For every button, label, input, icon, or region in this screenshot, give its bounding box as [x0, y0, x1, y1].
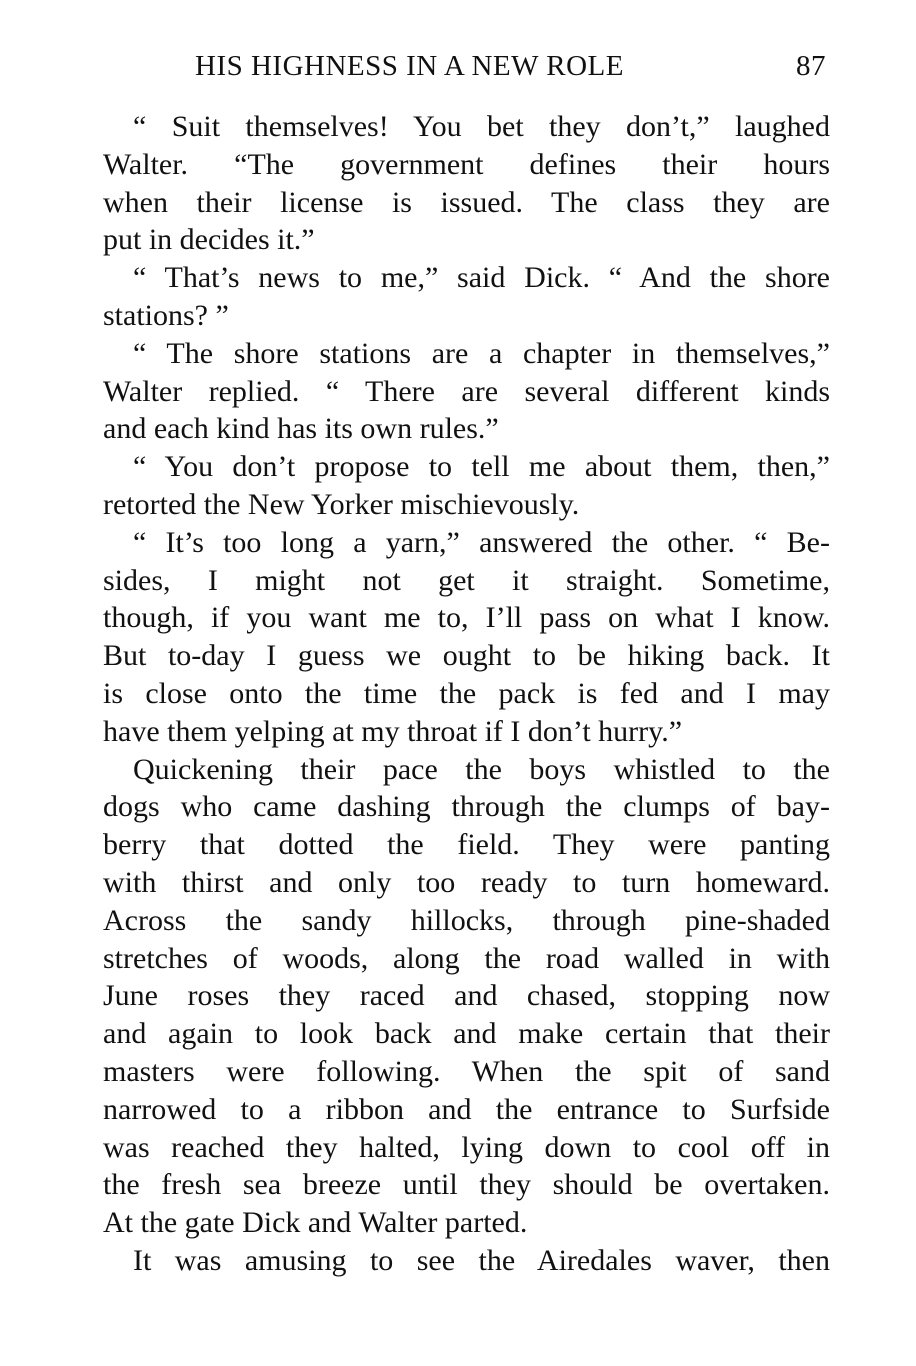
- paragraph: [103, 335, 830, 448]
- text-line: and again to look back and make certain that their: [103, 1017, 830, 1051]
- text-line: the fresh sea breeze until they should be overtaken.: [103, 1168, 830, 1202]
- text-line: is close onto the time the pack is fed and I may: [103, 676, 830, 710]
- text-line: Walter. “The government defines their hours: [103, 147, 830, 181]
- paragraph: [103, 1242, 830, 1280]
- text-line: June roses they raced and chased, stopping now: [103, 979, 830, 1013]
- text-line: stations? ”: [103, 298, 229, 332]
- text-line: berry that dotted the field. They were panting: [103, 828, 830, 862]
- text-line: have them yelping at my throat if I don’t hurry.”: [103, 714, 683, 748]
- text-line: with thirst and only too ready to turn homeward.: [103, 865, 830, 899]
- text-line: dogs who came dashing through the clumps of bay-: [103, 790, 830, 824]
- running-title: HIS HIGHNESS IN A NEW ROLE: [195, 50, 624, 82]
- page-body: [103, 108, 830, 1280]
- text-line: though, if you want me to, I’ll pass on what I know.: [103, 601, 830, 635]
- text-line: “ Suit themselves! You bet they don’t,” laughed: [133, 110, 830, 143]
- text-line: But to-day I guess we ought to be hiking back. It: [103, 639, 830, 673]
- text-line: Walter replied. “ There are several different kinds: [103, 374, 830, 408]
- paragraph: [103, 751, 830, 1242]
- text-line: “ You don’t propose to tell me about them, then,”: [133, 450, 830, 484]
- text-line: retorted the New Yorker mischievously.: [103, 487, 580, 521]
- paragraph: [103, 259, 830, 335]
- text-line: was reached they halted, lying down to cool off in: [103, 1130, 830, 1164]
- text-line: and each kind has its own rules.”: [103, 412, 499, 446]
- text-line: put in decides it.”: [103, 223, 315, 257]
- page-number: 87: [796, 50, 826, 82]
- text-line: when their license is issued. The class they are: [103, 185, 830, 219]
- paragraph: [103, 108, 830, 259]
- text-line: “ It’s too long a yarn,” answered the other. “ Be-: [133, 525, 830, 559]
- paragraph: [103, 448, 830, 524]
- text-line: At the gate Dick and Walter parted.: [103, 1206, 528, 1240]
- text-line: masters were following. When the spit of sand: [103, 1054, 830, 1088]
- text-line: “ The shore stations are a chapter in themselves,”: [133, 336, 830, 370]
- text-line: “ That’s news to me,” said Dick. “ And the shore: [133, 261, 830, 295]
- text-line: Quickening their pace the boys whistled to the: [133, 752, 830, 786]
- text-line: sides, I might not get it straight. Sometime,: [103, 563, 830, 597]
- text-line: Across the sandy hillocks, through pine-shaded: [103, 903, 830, 937]
- text-line: It was amusing to see the Airedales waver, then: [133, 1243, 830, 1277]
- paragraph: [103, 524, 830, 751]
- running-header: [103, 50, 830, 94]
- text-line: stretches of woods, along the road walled in with: [103, 941, 830, 975]
- book-page: [103, 50, 830, 1280]
- text-line: narrowed to a ribbon and the entrance to Surfside: [103, 1092, 830, 1126]
